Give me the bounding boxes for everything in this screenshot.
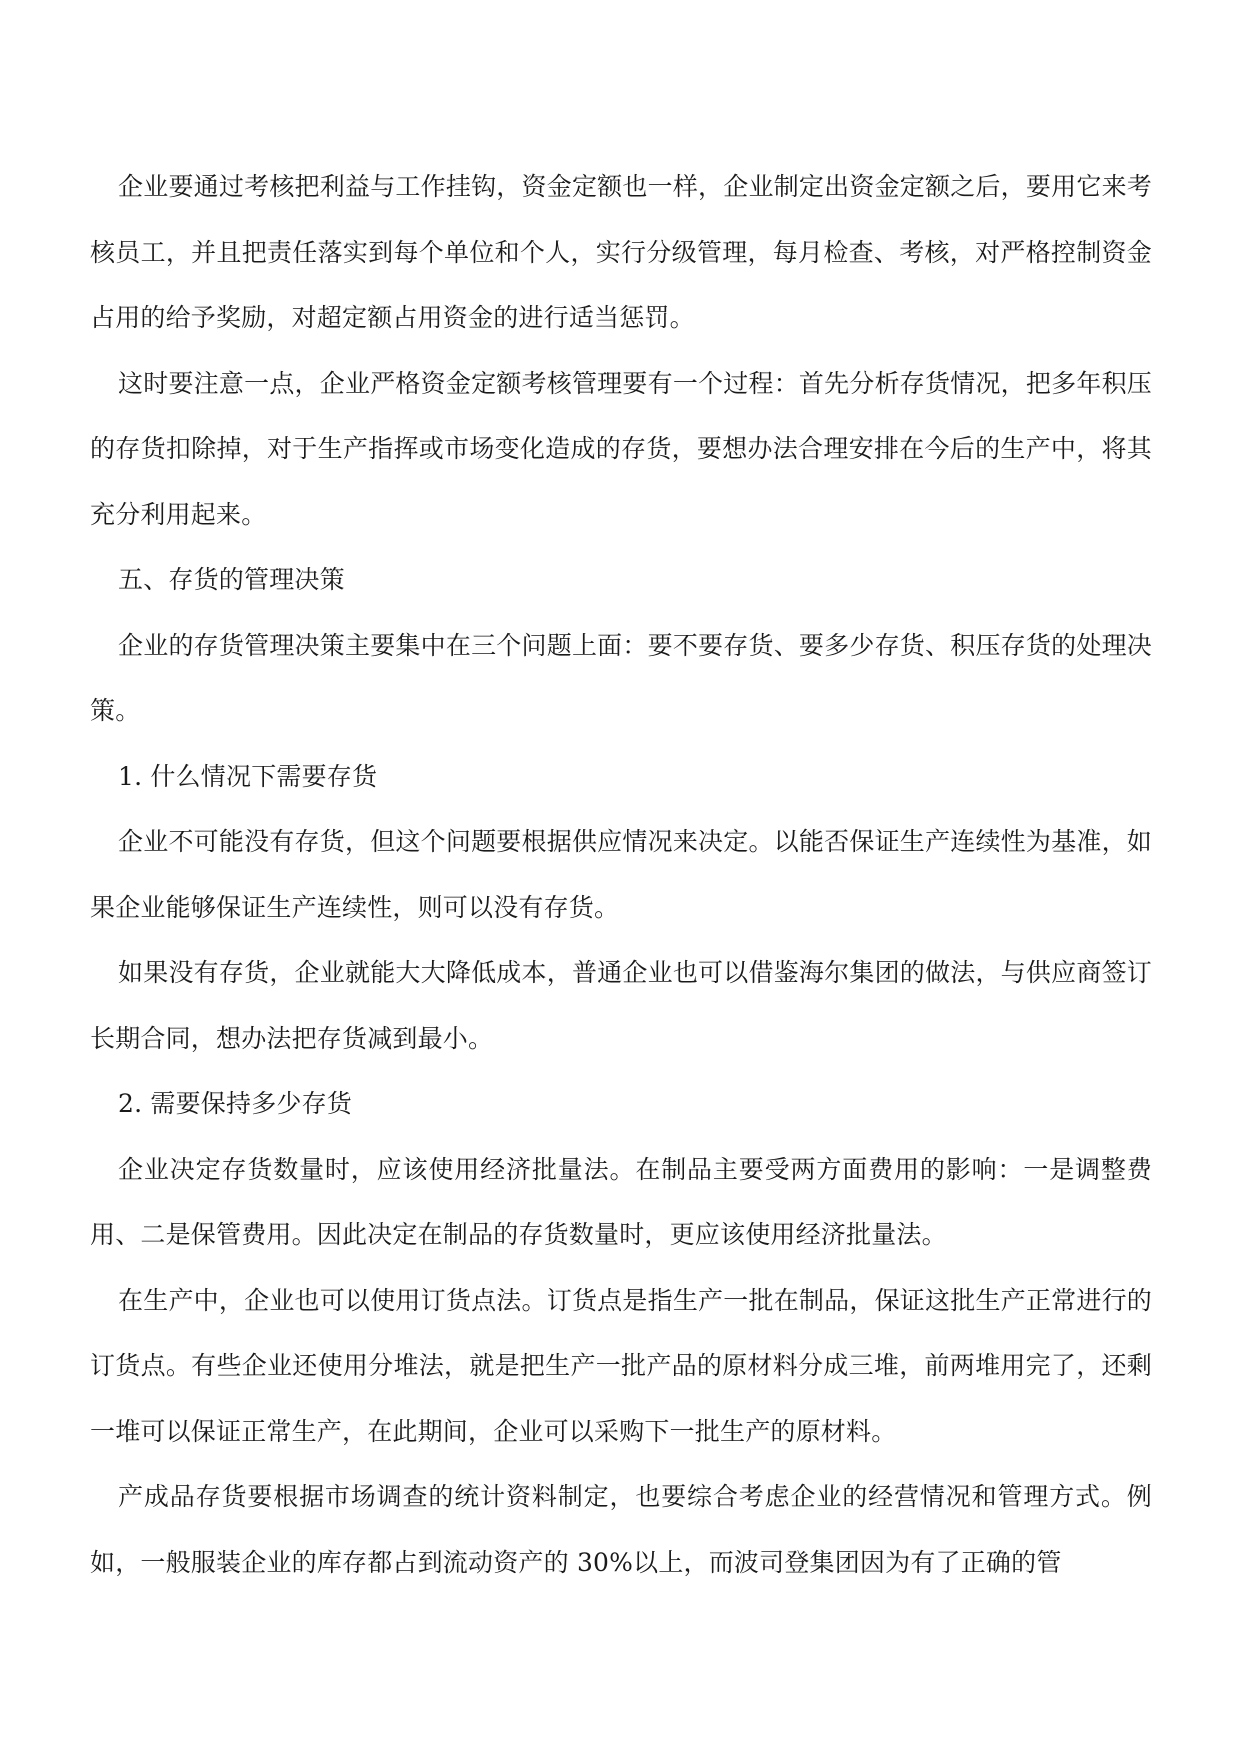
subheading-how-much-inventory: 2. 需要保持多少存货 [118, 1089, 353, 1118]
paragraph-economic-batch: 企业决定存货数量时，应该使用经济批量法。在制品主要受两方面费用的影响：一是调整费用、二是保管费用。因此决定在制品的存货数量时，更应该使用经济批量法。 [90, 1154, 1152, 1249]
paragraph-assessment-process: 这时要注意一点，企业严格资金定额考核管理要有一个过程：首先分析存货情况，把多年积压的存货扣除掉，对于生产指挥或市场变化造成的存货，要想办法合理安排在今后的生产中，将其充分利用起来。 [90, 368, 1152, 529]
paragraph-finished-goods: 产成品存货要根据市场调查的统计资料制定，也要综合考虑企业的经营情况和管理方式。例如，一般服装企业的库存都占到流动资产的 30%以上，而波司登集团因为有了正确的管 [90, 1482, 1152, 1577]
paragraph-reorder-point: 在生产中，企业也可以使用订货点法。订货点是指生产一批在制品，保证这批生产正常进行的订货点。有些企业还使用分堆法，就是把生产一批产品的原材料分成三堆，前两堆用完了，还剩一堆可以保证正常生产，在此期间，企业可以采购下一批生产的原材料。 [90, 1285, 1152, 1446]
paragraph-supply-continuity: 企业不可能没有存货，但这个问题要根据供应情况来决定。以能否保证生产连续性为基准，如果企业能够保证生产连续性，则可以没有存货。 [90, 827, 1152, 922]
paragraph-decision-overview: 企业的存货管理决策主要集中在三个问题上面：要不要存货、要多少存货、积压存货的处理决策。 [90, 630, 1152, 725]
section-heading-inventory-decisions: 五、存货的管理决策 [118, 565, 345, 594]
document-body [90, 154, 1152, 1595]
subheading-when-inventory-needed: 1. 什么情况下需要存货 [118, 761, 378, 791]
paragraph-haier-example: 如果没有存货，企业就能大大降低成本，普通企业也可以借鉴海尔集团的做法，与供应商签订长期合同，想办法把存货减到最小。 [90, 958, 1152, 1053]
paragraph-quota-assessment: 企业要通过考核把利益与工作挂钩，资金定额也一样，企业制定出资金定额之后，要用它来考核员工，并且把责任落实到每个单位和个人，实行分级管理，每月检查、考核，对严格控制资金占用的给予奖励，对超定额占用资金的进行适当惩罚。 [90, 172, 1152, 332]
